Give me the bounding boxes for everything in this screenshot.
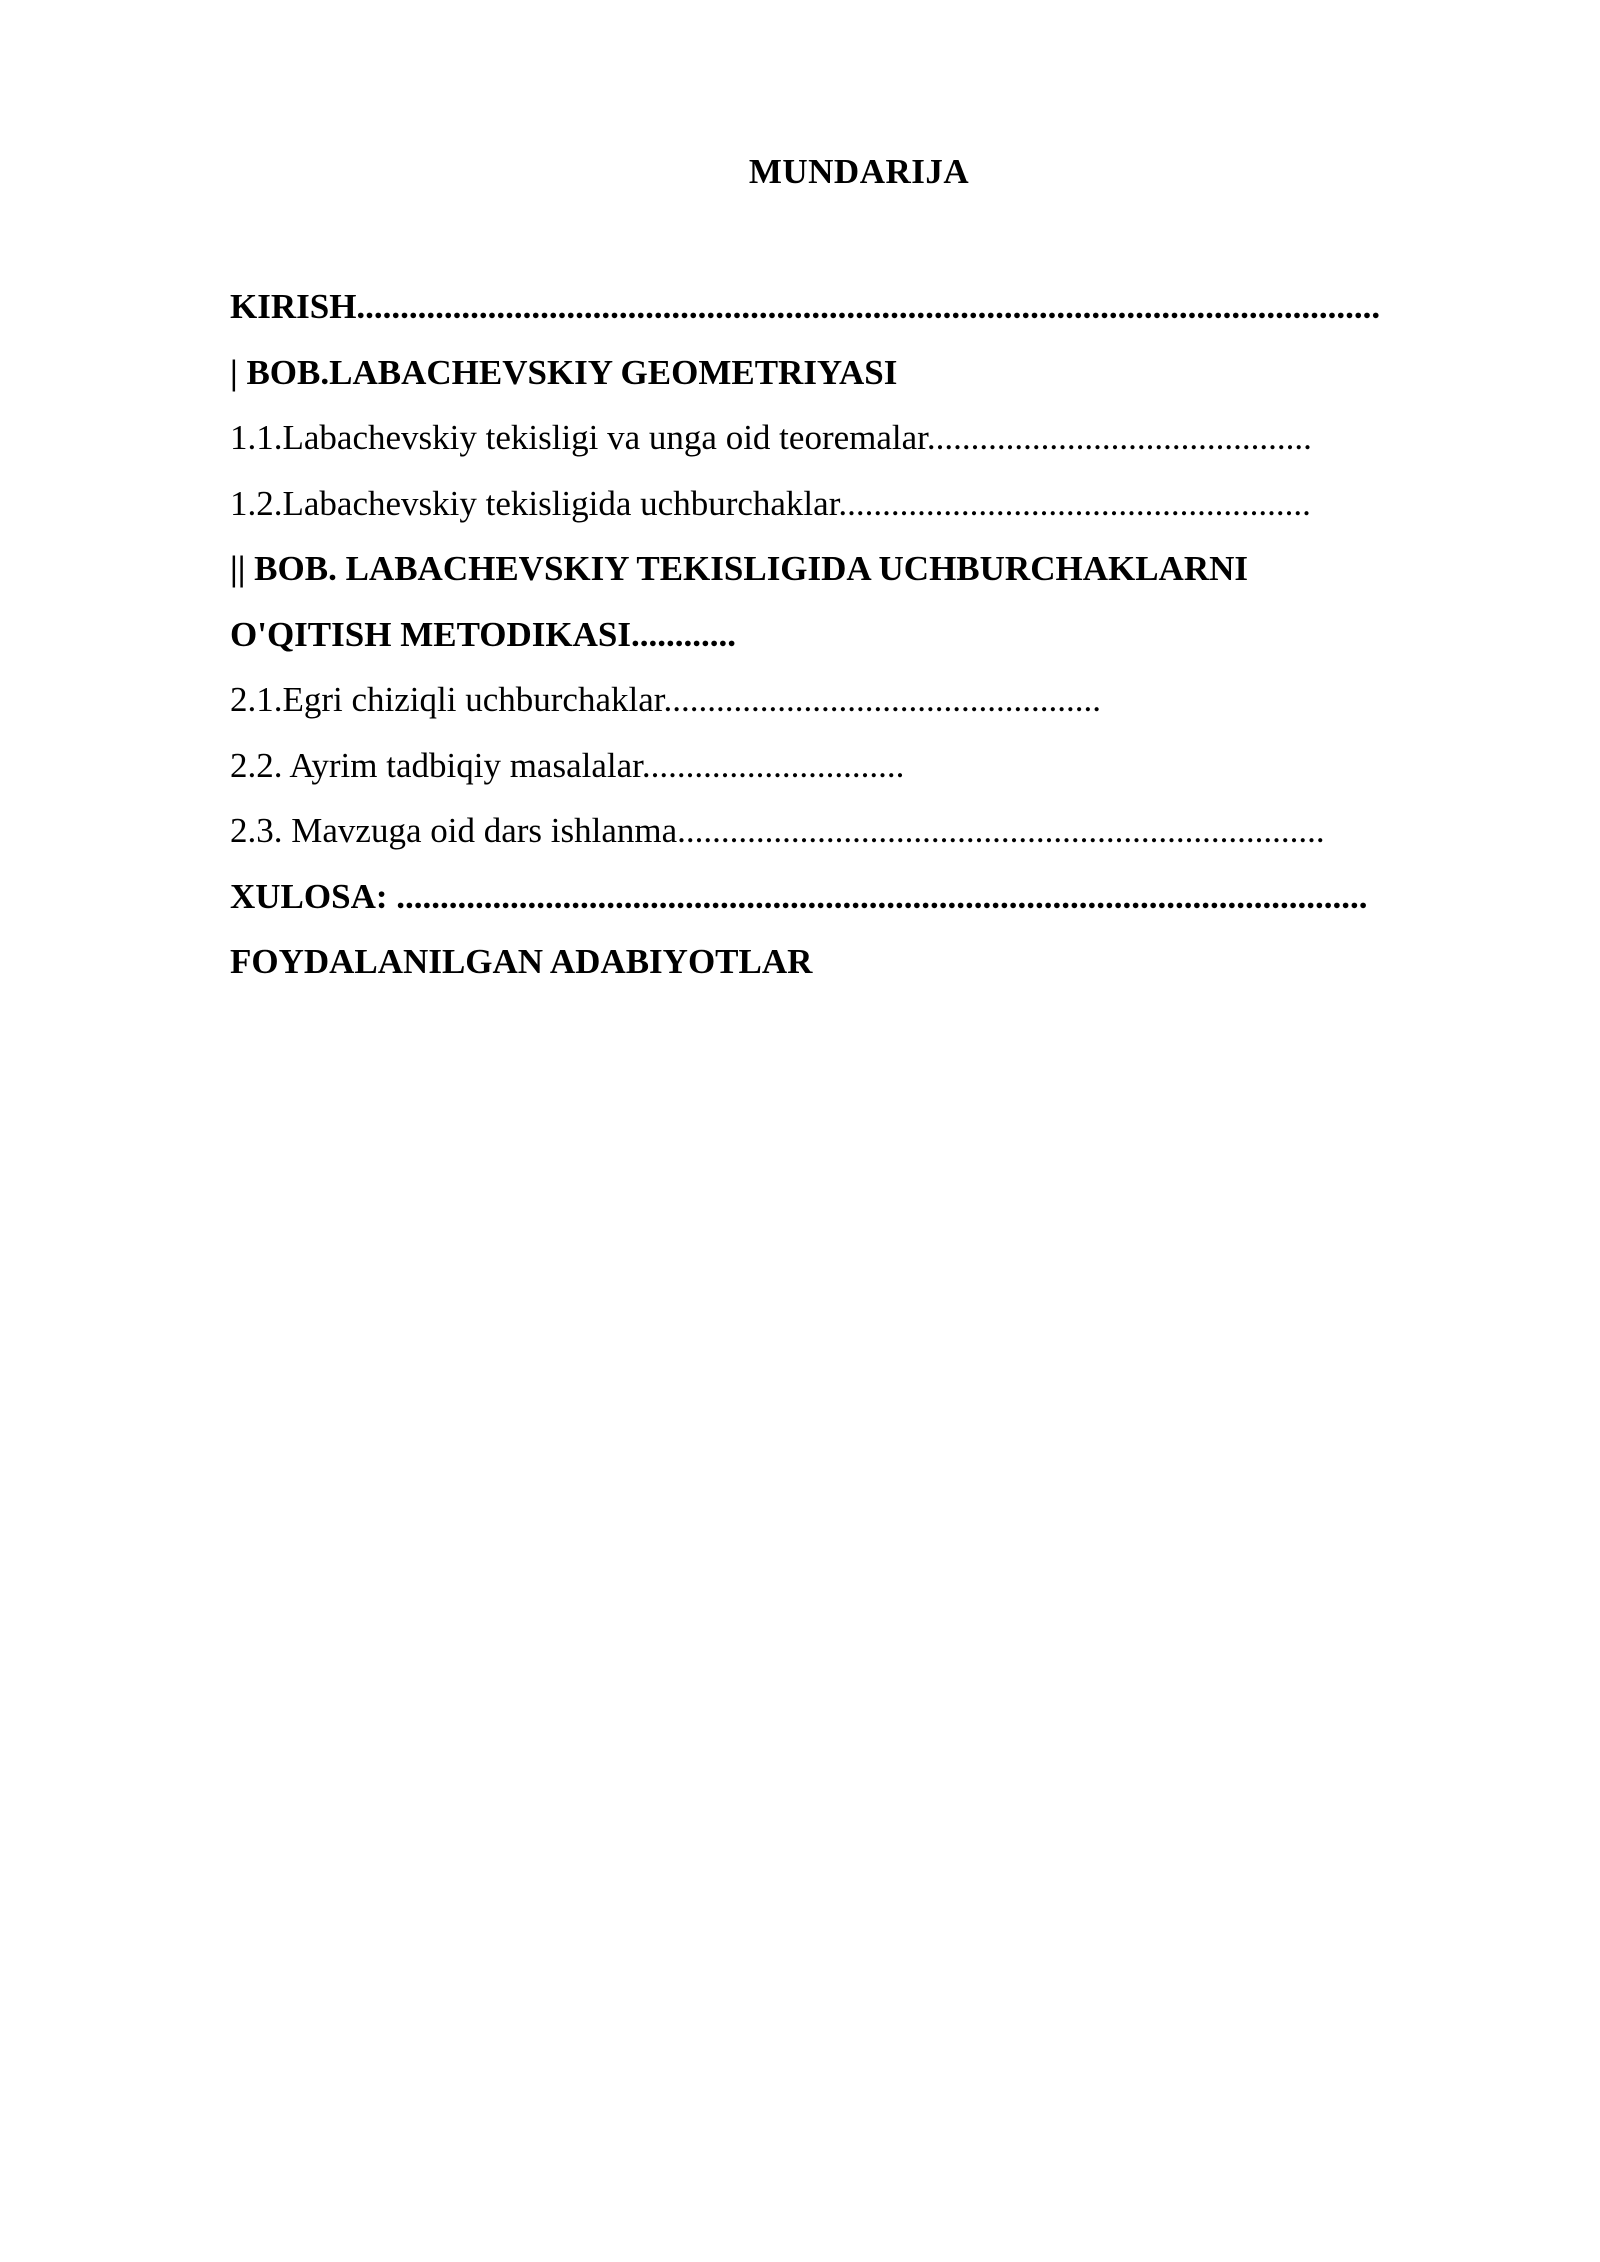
toc-entry-chapter-1: | BOB.LABACHEVSKIY GEOMETRIYASI [230,352,898,392]
toc-entry-chapter-2-continued: O'QITISH METODIKASI............ [230,614,736,654]
toc-entry-2-1: 2.1.Egri chiziqli uchburchaklar.................................................. [230,680,1101,719]
toc-entry-adabiyotlar: FOYDALANILGAN ADABIYOTLAR [230,942,813,981]
page-title: MUNDARIJA [748,152,970,191]
toc-entry-kirish: KIRISH..................................................................................................................... [230,287,1381,326]
toc-entry-2-2: 2.2. Ayrim tadbiqiy masalalar.............................. [230,745,905,785]
toc-entry-2-3: 2.3. Mavzuga oid dars ishlanma.......................................................................... [230,811,1325,850]
toc-entry-1-2: 1.2.Labachevskiy tekisligida uchburchaklar...................................................... [230,483,1311,523]
toc-entry-xulosa: XULOSA: ............................................................................................................... [230,876,1368,916]
table-of-contents [230,282,1530,1003]
toc-entry-chapter-2: || BOB. LABACHEVSKIY TEKISLIGIDA UCHBURCHAKLARNI [230,549,1248,588]
toc-entry-1-1: 1.1.Labachevskiy tekisligi va unga oid teoremalar............................................ [230,418,1312,457]
